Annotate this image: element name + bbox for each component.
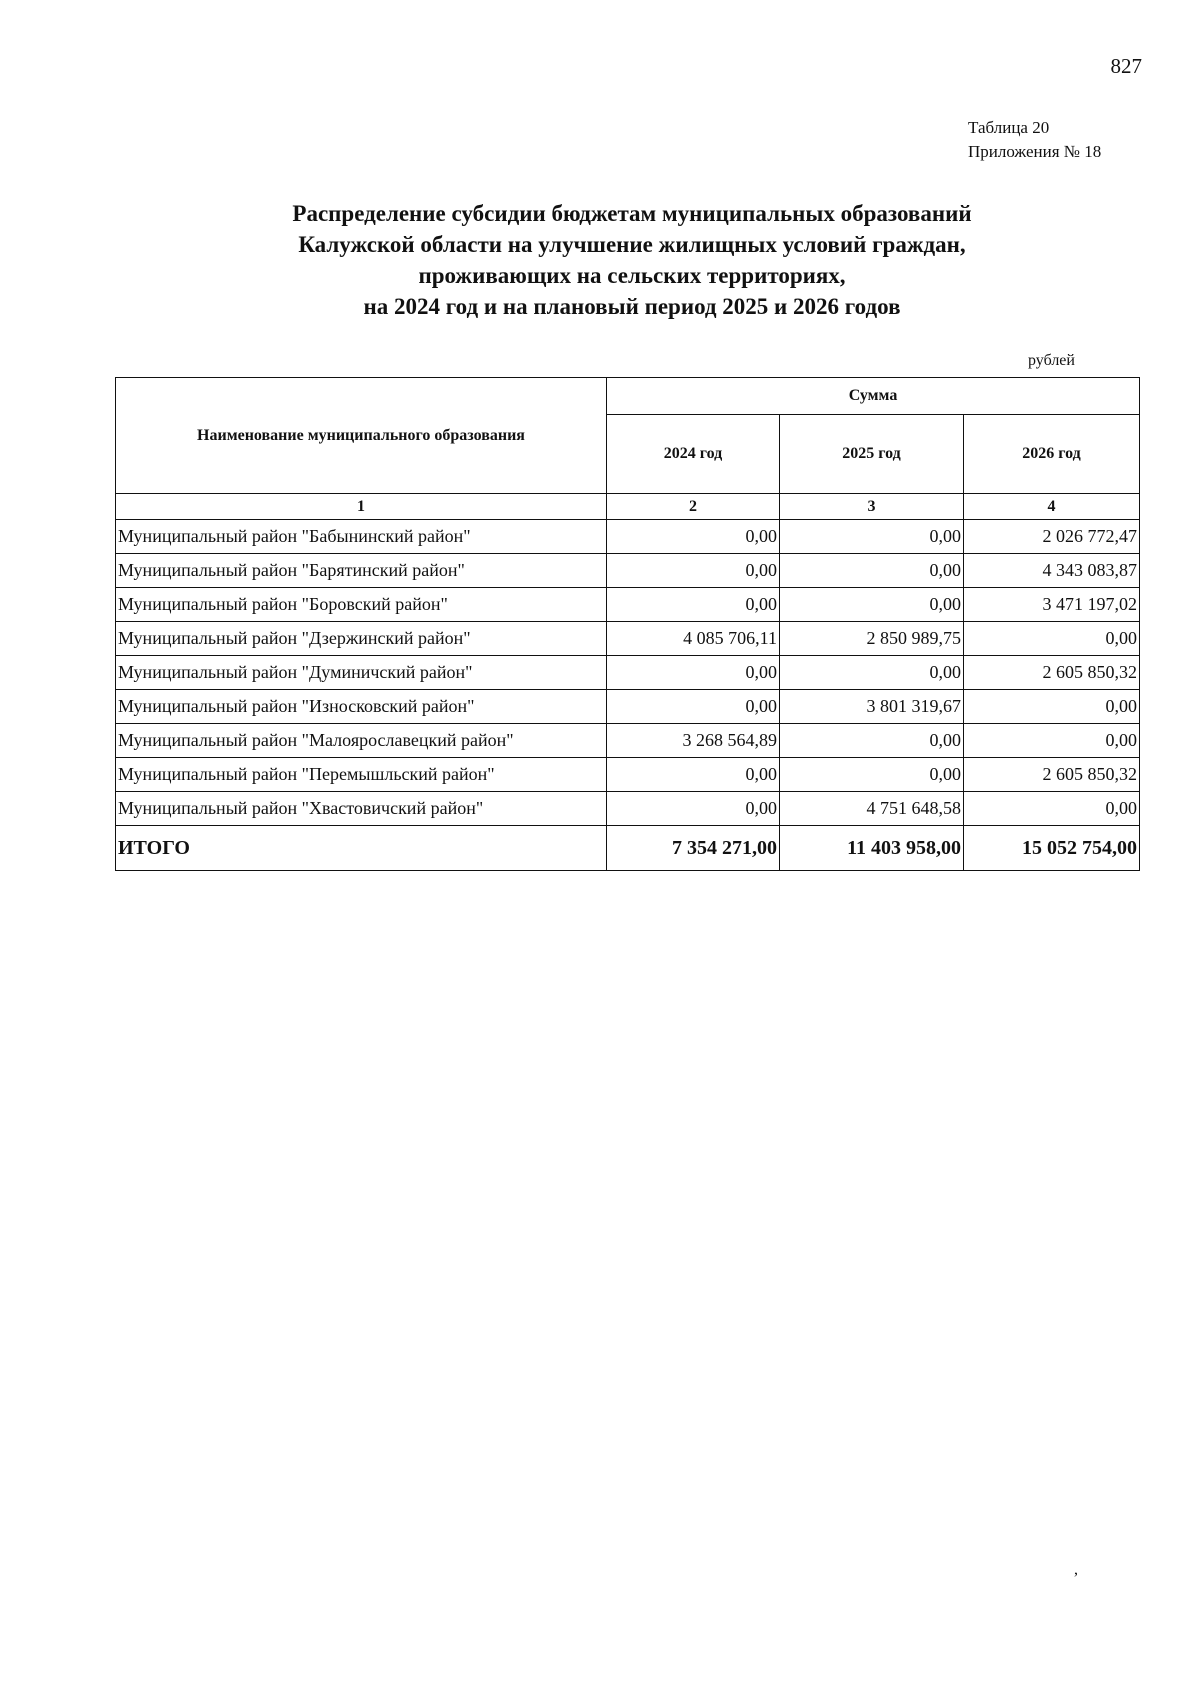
municipality-name: Муниципальный район "Малоярославецкий район" (116, 724, 607, 758)
title-line-1: Распределение субсидии бюджетам муниципальных образований (292, 201, 972, 226)
table-reference (968, 116, 1101, 164)
title-line-2: Калужской области на улучшение жилищных условий граждан, (298, 232, 966, 257)
amount-2024: 0,00 (607, 554, 780, 588)
table-row (116, 690, 1140, 724)
page-number: 827 (1110, 54, 1142, 78)
sum-header: Сумма (607, 378, 1140, 415)
year-2025-header: 2025 год (780, 415, 964, 494)
title-line-3: проживающих на сельских территориях, (418, 263, 846, 288)
amount-2026: 0,00 (964, 724, 1140, 758)
table-row (116, 588, 1140, 622)
amount-2025: 0,00 (780, 758, 964, 792)
amount-2025: 0,00 (780, 656, 964, 690)
municipality-name: Муниципальный район "Хвастовичский район" (116, 792, 607, 826)
table-row (116, 520, 1140, 554)
total-label: ИТОГО (116, 826, 607, 871)
table-row (116, 758, 1140, 792)
amount-2025: 0,00 (780, 588, 964, 622)
amount-2026: 4 343 083,87 (964, 554, 1140, 588)
table-row (116, 724, 1140, 758)
column-number: 1 (116, 494, 607, 520)
amount-2026: 0,00 (964, 792, 1140, 826)
amount-2025: 0,00 (780, 520, 964, 554)
amount-2024: 0,00 (607, 588, 780, 622)
amount-2024: 0,00 (607, 520, 780, 554)
table-number: Таблица 20 (968, 118, 1050, 137)
amount-2026: 0,00 (964, 622, 1140, 656)
amount-2026: 2 026 772,47 (964, 520, 1140, 554)
amount-2025: 4 751 648,58 (780, 792, 964, 826)
units-label: рублей (1028, 352, 1075, 369)
name-column-header: Наименование муниципального образования (116, 378, 607, 494)
table-row (116, 622, 1140, 656)
column-number-row (116, 494, 1140, 520)
amount-2025: 0,00 (780, 724, 964, 758)
amount-2024: 0,00 (607, 690, 780, 724)
total-2025: 11 403 958,00 (780, 826, 964, 871)
total-2026: 15 052 754,00 (964, 826, 1140, 871)
header-row-sum (116, 378, 1140, 415)
amount-2024: 3 268 564,89 (607, 724, 780, 758)
amount-2026: 2 605 850,32 (964, 656, 1140, 690)
document-title (0, 198, 1200, 322)
amount-2024: 0,00 (607, 792, 780, 826)
municipality-name: Муниципальный район "Бабынинский район" (116, 520, 607, 554)
subsidy-table (115, 377, 1140, 871)
municipality-name: Муниципальный район "Износковский район" (116, 690, 607, 724)
total-row (116, 826, 1140, 871)
year-2026-header: 2026 год (964, 415, 1140, 494)
amount-2024: 4 085 706,11 (607, 622, 780, 656)
municipality-name: Муниципальный район "Боровский район" (116, 588, 607, 622)
title-line-4: на 2024 год и на плановый период 2025 и 2026 годов (363, 294, 901, 319)
municipality-name: Муниципальный район "Думиничский район" (116, 656, 607, 690)
amount-2025: 3 801 319,67 (780, 690, 964, 724)
appendix-number: Приложения № 18 (968, 142, 1102, 161)
amount-2024: 0,00 (607, 758, 780, 792)
amount-2025: 0,00 (780, 554, 964, 588)
column-number: 2 (607, 494, 780, 520)
table-row (116, 792, 1140, 826)
table-row (116, 656, 1140, 690)
amount-2024: 0,00 (607, 656, 780, 690)
footer-mark: , (1074, 1561, 1078, 1578)
amount-2025: 2 850 989,75 (780, 622, 964, 656)
table-row (116, 554, 1140, 588)
column-number: 4 (964, 494, 1140, 520)
municipality-name: Муниципальный район "Дзержинский район" (116, 622, 607, 656)
municipality-name: Муниципальный район "Перемышльский район" (116, 758, 607, 792)
amount-2026: 3 471 197,02 (964, 588, 1140, 622)
amount-2026: 0,00 (964, 690, 1140, 724)
total-2024: 7 354 271,00 (607, 826, 780, 871)
column-number: 3 (780, 494, 964, 520)
amount-2026: 2 605 850,32 (964, 758, 1140, 792)
municipality-name: Муниципальный район "Барятинский район" (116, 554, 607, 588)
year-2024-header: 2024 год (607, 415, 780, 494)
